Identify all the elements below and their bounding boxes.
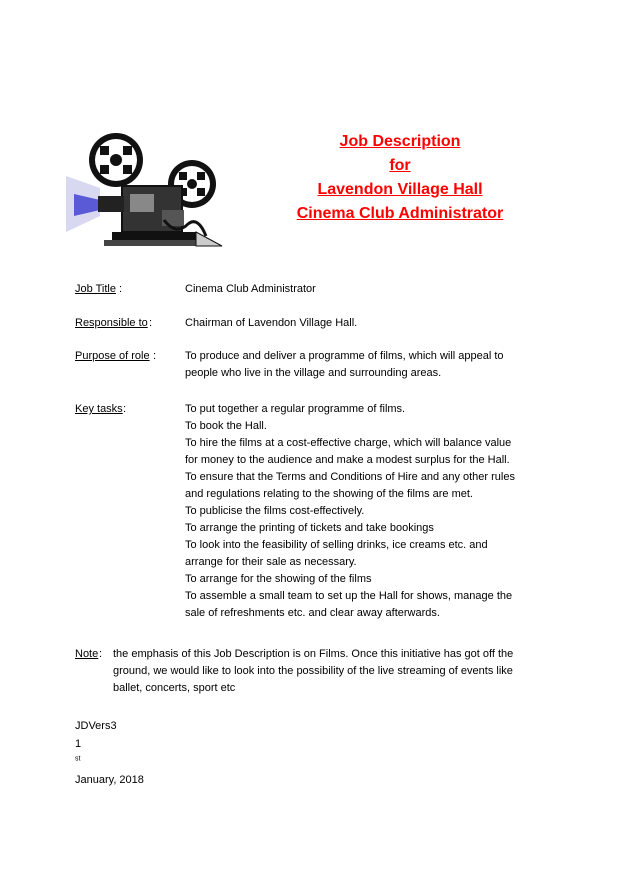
title-line-1: Job Description	[339, 133, 461, 150]
key-tasks-label: Key tasks	[75, 403, 123, 415]
note-section: Note : the emphasis of this Job Description is on Films. Once this initiative has got off the ground, we would like to look into the possibility of the live streaming of events like ballet, concerts, sport etc	[75, 646, 545, 697]
key-task-line: and regulations relating to the showing of the films are met.	[185, 488, 473, 500]
note-line: the emphasis of this Job Description is on Films. Once this initiative has got off the	[113, 648, 514, 660]
key-task-line: To assemble a small team to set up the Hall for shows, manage the	[185, 590, 513, 602]
key-task-line: To hire the films at a cost-effective charge, which will balance value	[185, 437, 512, 449]
key-task-line: To arrange for the showing of the films	[185, 573, 372, 585]
job-title-value: Cinema Club Administrator	[185, 283, 316, 295]
key-task-line: To ensure that the Terms and Conditions of Hire and any other rules	[185, 471, 515, 483]
note-line: ballet, concerts, sport etc	[113, 682, 236, 694]
key-task-line: for money to the audience and make a modest surplus for the Hall.	[185, 454, 510, 466]
key-task-line: To look into the feasibility of selling drinks, ice creams etc. and	[185, 539, 488, 551]
key-task-line: To put together a regular programme of films.	[185, 403, 406, 415]
note-label: Note	[75, 648, 99, 660]
note-text	[75, 646, 545, 697]
key-tasks-list	[185, 401, 545, 622]
key-task-line: sale of refreshments etc. and clear away afterwards.	[185, 607, 440, 619]
purpose-line: To produce and deliver a programme of films, which will appeal to	[185, 350, 504, 362]
document-page: Job Description for Lavendon Village Hall Cinema Club Administrator Job Title : Cinema Club Administrator Responsible to : Chairman of Lavendon Village Hall. Purpose of role : To produce and deliver a programme of films, which will appeal to people who live in the village and surrounding areas. Key tasks : To put together a regular programme of films. To book the Hall. To hire the films at a cost-effective charge, which will balance value for money to the audience and make a modest surplus for the Hall. To ensure that the Terms and Conditions of Hire and any other rules and regulations relating to the showing of the films are met. To publicise the films cost-effectively. To arrange the printing of tickets and take bookings To look into the feasibility of selling drinks, ice creams etc. and arrange for their sale as necessary. To arrange for the showing of the films To assemble a small team to set up the Hall for shows, manage the sale of refreshments etc. and clear away afterwards. Note : the emphasis of this Job Description is on Films. Once this initiative has got off the ground, we would like to look into the possibility of the live streaming of events like ballet, concerts, sport etc JDVers3 1 $^{st}$ January, 2018	[0, 0, 618, 873]
film-projector-icon	[64, 124, 224, 264]
title-line-3: Lavendon Village Hall	[317, 181, 483, 198]
note-line: ground, we would like to look into the possibility of the live streaming of events like	[113, 665, 513, 677]
document-title	[240, 130, 560, 226]
purpose-label: Purpose of role	[75, 350, 150, 362]
key-task-line: To book the Hall.	[185, 420, 267, 432]
job-title-label: Job Title	[75, 283, 116, 295]
purpose-value	[185, 348, 545, 382]
version-label: JDVers3	[75, 720, 117, 732]
responsible-to-value: Chairman of Lavendon Village Hall.	[185, 317, 358, 329]
responsible-to-label: Responsible to	[75, 317, 148, 329]
key-task-line: To arrange the printing of tickets and take bookings	[185, 522, 434, 534]
document-date: 1 $^{st}$ January, 2018	[75, 738, 144, 786]
key-task-line: To publicise the films cost-effectively.	[185, 505, 365, 517]
document-footer	[75, 717, 144, 789]
title-line-2: for	[389, 157, 411, 174]
purpose-line: people who live in the village and surrounding areas.	[185, 367, 442, 379]
title-line-4: Cinema Club Administrator	[296, 205, 504, 222]
key-task-line: arrange for their sale as necessary.	[185, 556, 357, 568]
